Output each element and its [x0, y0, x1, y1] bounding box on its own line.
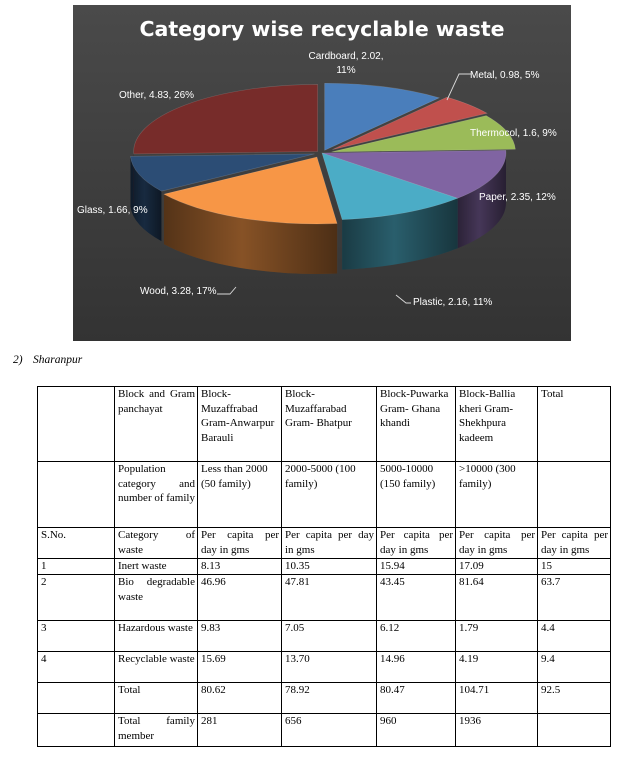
table-cell: 43.45	[377, 575, 456, 621]
table-cell: Total	[115, 683, 198, 714]
table-cell	[38, 683, 115, 714]
table-cell: 80.62	[198, 683, 282, 714]
table-cell: 4.4	[538, 621, 611, 652]
table-cell: Block-Muzaffrabad Gram-Anwarpur Barauli	[198, 387, 282, 462]
table-cell: 46.96	[198, 575, 282, 621]
table-cell: Block-Muzaffarabad Gram- Bhatpur	[282, 387, 377, 462]
table-cell: Inert waste	[115, 559, 198, 575]
table-cell: 15.94	[377, 559, 456, 575]
table-row-recyclable	[38, 652, 611, 683]
table-cell: Population category and number of family	[115, 462, 198, 528]
chart-title: Category wise recyclable waste	[139, 17, 505, 41]
table-cell	[38, 462, 115, 528]
table-cell: 13.70	[282, 652, 377, 683]
table-cell	[38, 387, 115, 462]
data-label-paper: Paper, 2.35, 12%	[479, 192, 556, 203]
table-cell: Per capita per day in gms	[198, 528, 282, 559]
table-cell: 7.05	[282, 621, 377, 652]
table-cell: Category of waste	[115, 528, 198, 559]
table-cell: >10000 (300 family)	[456, 462, 538, 528]
table-cell: 15.69	[198, 652, 282, 683]
table-cell	[38, 714, 115, 747]
table-cell: 1	[38, 559, 115, 575]
section-number: 2)	[13, 354, 23, 366]
table-cell: S.No.	[38, 528, 115, 559]
table-cell: 47.81	[282, 575, 377, 621]
table-cell: 63.7	[538, 575, 611, 621]
table-cell: 92.5	[538, 683, 611, 714]
section-heading	[13, 354, 82, 366]
table-cell: Per capita per day in gms	[282, 528, 377, 559]
table-cell: 17.09	[456, 559, 538, 575]
waste-data-table	[37, 386, 611, 747]
table-row-units	[38, 528, 611, 559]
table-cell: 81.64	[456, 575, 538, 621]
table-row-family	[38, 714, 611, 747]
table-cell: Less than 2000 (50 family)	[198, 462, 282, 528]
data-label-cardboard: Cardboard, 2.02, 11%	[308, 51, 384, 76]
table-cell: 1936	[456, 714, 538, 747]
table-cell: Per capita per day in gms	[538, 528, 611, 559]
table-cell: 4	[38, 652, 115, 683]
table-cell: Bio degradable waste	[115, 575, 198, 621]
table-row-inert	[38, 559, 611, 575]
table-cell: 281	[198, 714, 282, 747]
data-label-thermocol: Thermocol, 1.6, 9%	[470, 128, 557, 139]
table-cell	[538, 462, 611, 528]
table-cell	[538, 714, 611, 747]
table-cell: 2000-5000 (100 family)	[282, 462, 377, 528]
table-row-hazardous	[38, 621, 611, 652]
table-cell: 6.12	[377, 621, 456, 652]
table-cell: 960	[377, 714, 456, 747]
section-title: Sharanpur	[33, 354, 83, 366]
table-cell: Hazardous waste	[115, 621, 198, 652]
table-cell: 9.83	[198, 621, 282, 652]
table-cell: 5000-10000 (150 family)	[377, 462, 456, 528]
table-cell: 1.79	[456, 621, 538, 652]
table-row-total	[38, 683, 611, 714]
table-cell: 8.13	[198, 559, 282, 575]
table-cell: Block-Puwarka Gram- Ghana khandi	[377, 387, 456, 462]
table-cell: 15	[538, 559, 611, 575]
table-cell: Recyclable waste	[115, 652, 198, 683]
table-cell: 4.19	[456, 652, 538, 683]
table-cell: 104.71	[456, 683, 538, 714]
data-label-plastic: Plastic, 2.16, 11%	[413, 297, 493, 308]
data-label-metal: Metal, 0.98, 5%	[470, 70, 540, 81]
table-cell: 2	[38, 575, 115, 621]
table-cell: 9.4	[538, 652, 611, 683]
table-cell: Total	[538, 387, 611, 462]
table-cell: Per capita per day in gms	[377, 528, 456, 559]
data-label-wood: Wood, 3.28, 17%	[140, 286, 217, 297]
table-row-biodegradable	[38, 575, 611, 621]
table-cell: Block-Ballia kheri Gram-Shekhpura kadeem	[456, 387, 538, 462]
table-cell: Block and Gram panchayat	[115, 387, 198, 462]
table-cell: 14.96	[377, 652, 456, 683]
recyclable-waste-pie-chart	[73, 5, 571, 341]
table-row-header	[38, 387, 611, 462]
table-cell: 3	[38, 621, 115, 652]
table-cell: Per capita per day in gms	[456, 528, 538, 559]
data-label-other: Other, 4.83, 26%	[119, 90, 195, 101]
table-row-population	[38, 462, 611, 528]
table-cell: 80.47	[377, 683, 456, 714]
data-label-glass: Glass, 1.66, 9%	[77, 205, 148, 216]
table-cell: 656	[282, 714, 377, 747]
table-cell: 78.92	[282, 683, 377, 714]
table-cell: Total family member	[115, 714, 198, 747]
table-cell: 10.35	[282, 559, 377, 575]
